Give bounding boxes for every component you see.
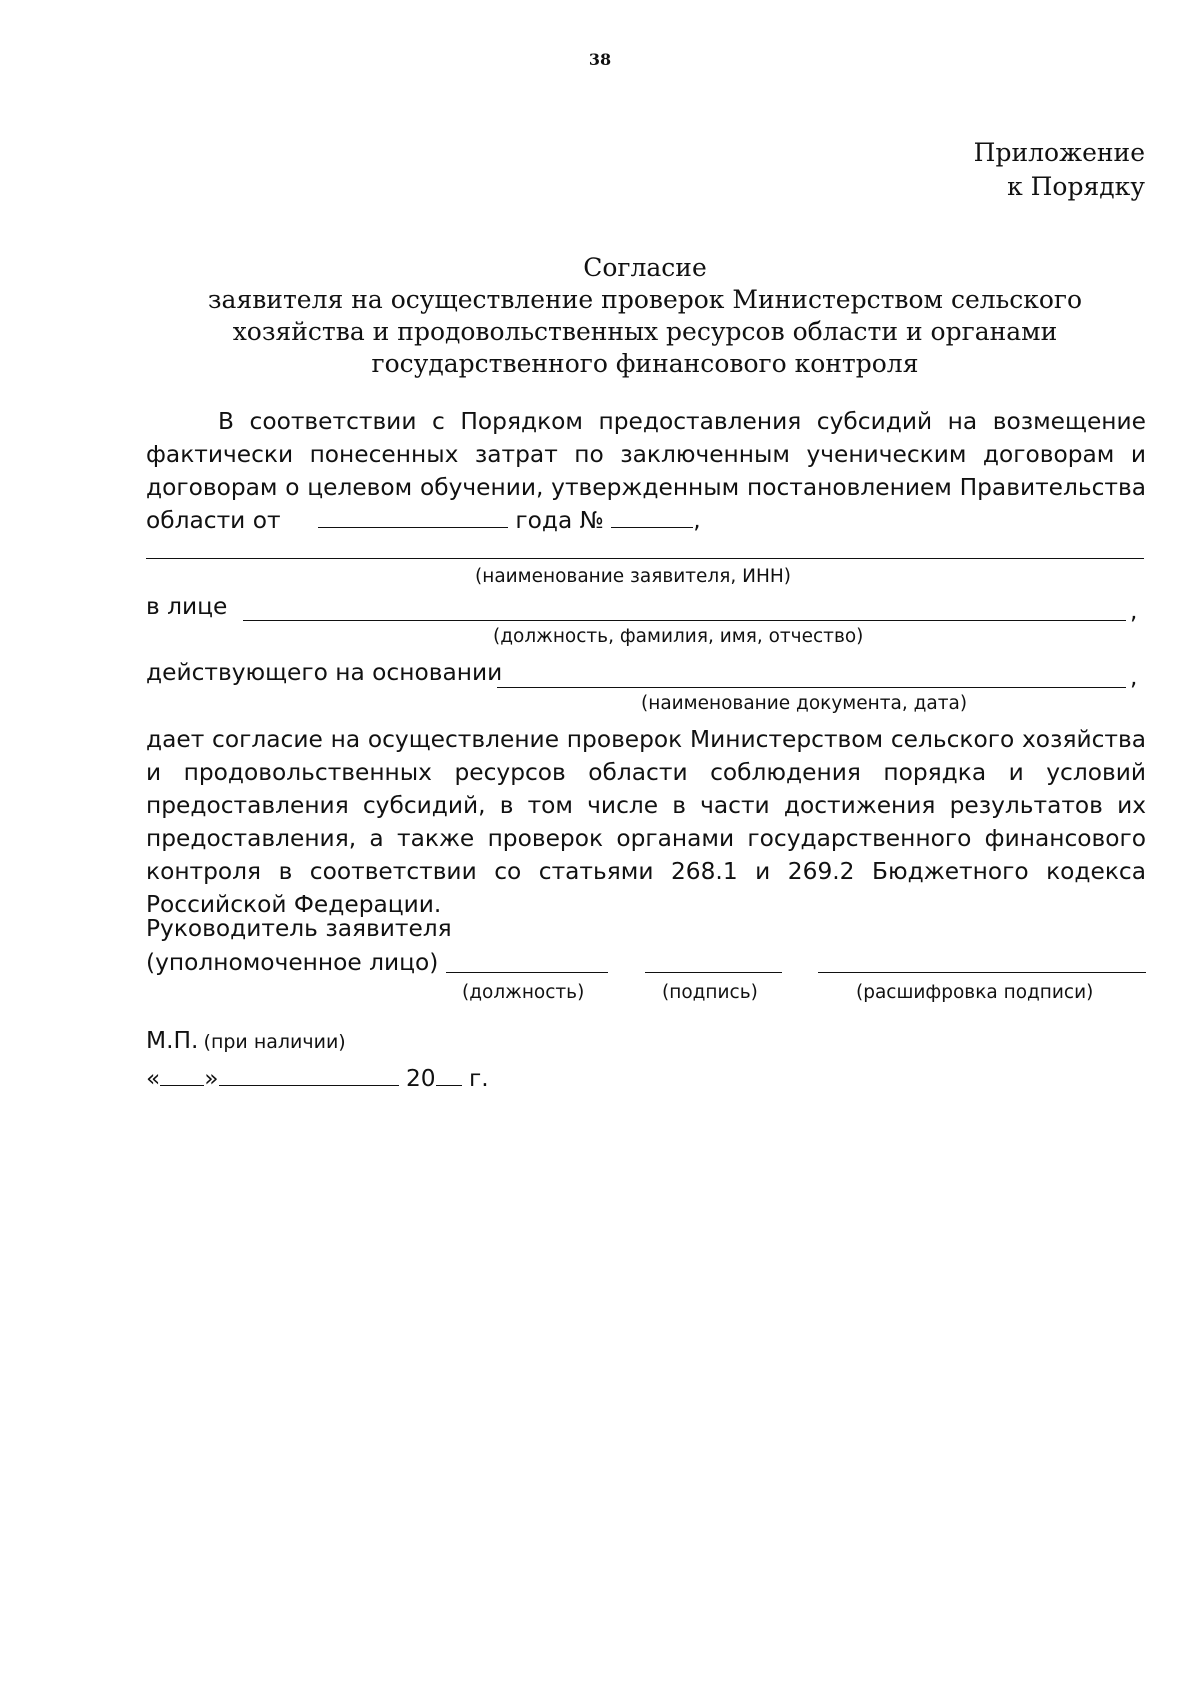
stamp-label: М.П. (146, 1027, 199, 1054)
stamp-note: (при наличии) (203, 1031, 346, 1053)
day-field[interactable] (160, 1063, 204, 1086)
intro-paragraph (146, 405, 1146, 537)
basis-caption: (наименование документа, дата) (641, 693, 968, 714)
basis-label: действующего на основании (146, 659, 503, 686)
signature-decoding-caption: (расшифровка подписи) (856, 982, 1094, 1003)
year-field[interactable] (436, 1063, 462, 1086)
applicant-caption: (наименование заявителя, ИНН) (475, 566, 792, 587)
basis-field[interactable] (497, 687, 1126, 688)
intro-text: В соответствии с Порядком предоставления субсидий на возмещение фактически понесенных затрат по заключенным ученическим договорам и договорам о целевом обучении, утвержденным постановлением Правительства области (146, 408, 1146, 534)
page-number: 38 (588, 50, 612, 69)
document-title (140, 252, 1150, 380)
applicant-name-field[interactable] (146, 558, 1144, 559)
person-caption: (должность, фамилия, имя, отчество) (493, 626, 864, 647)
resolution-date-field[interactable] (318, 505, 508, 528)
date-line (146, 1063, 489, 1092)
date-close-quote: » (204, 1065, 219, 1092)
consent-paragraph: дает согласие на осуществление проверок Министерством сельского хозяйства и продовольственных ресурсов области соблюдения порядка и условий предоставления субсидий, в том числе в части достижения результатов их предоставления, а также проверок органами государственного финансового контроля в соответствии со статьями 268.1 и 269.2 Бюджетного кодекса Российской Федерации. (146, 726, 1146, 918)
from-label: от (252, 507, 281, 534)
position-field[interactable] (446, 972, 608, 973)
resolution-number-field[interactable] (611, 505, 693, 528)
position-caption: (должность) (462, 982, 585, 1003)
title-line-4: государственного финансового контроля (371, 349, 919, 378)
appendix-line-2: к Порядку (1007, 172, 1145, 201)
person-field[interactable] (243, 620, 1126, 621)
signature-caption: (подпись) (662, 982, 758, 1003)
person-comma: , (1130, 598, 1138, 625)
year-label: года № (515, 507, 604, 534)
stamp-line (146, 1027, 346, 1054)
date-open-quote: « (146, 1065, 161, 1092)
year-suffix: г. (469, 1065, 489, 1092)
title-line-3: хозяйства и продовольственных ресурсов области и органами (232, 317, 1058, 346)
signature-field[interactable] (645, 972, 782, 973)
appendix-header (974, 136, 1145, 204)
signer-line-1: Руководитель заявителя (146, 915, 452, 942)
year-prefix: 20 (405, 1065, 436, 1092)
person-label: в лице (146, 593, 228, 620)
basis-comma: , (1130, 664, 1138, 691)
signature-decoding-field[interactable] (818, 972, 1146, 973)
signer-line-2: (уполномоченное лицо) (146, 949, 439, 976)
month-field[interactable] (219, 1063, 399, 1086)
signer-block (146, 912, 452, 980)
appendix-line-1: Приложение (973, 138, 1145, 167)
title-line-1: Согласие (583, 253, 707, 282)
intro-comma: , (693, 507, 701, 534)
title-line-2: заявителя на осуществление проверок Министерством сельского (207, 285, 1083, 314)
